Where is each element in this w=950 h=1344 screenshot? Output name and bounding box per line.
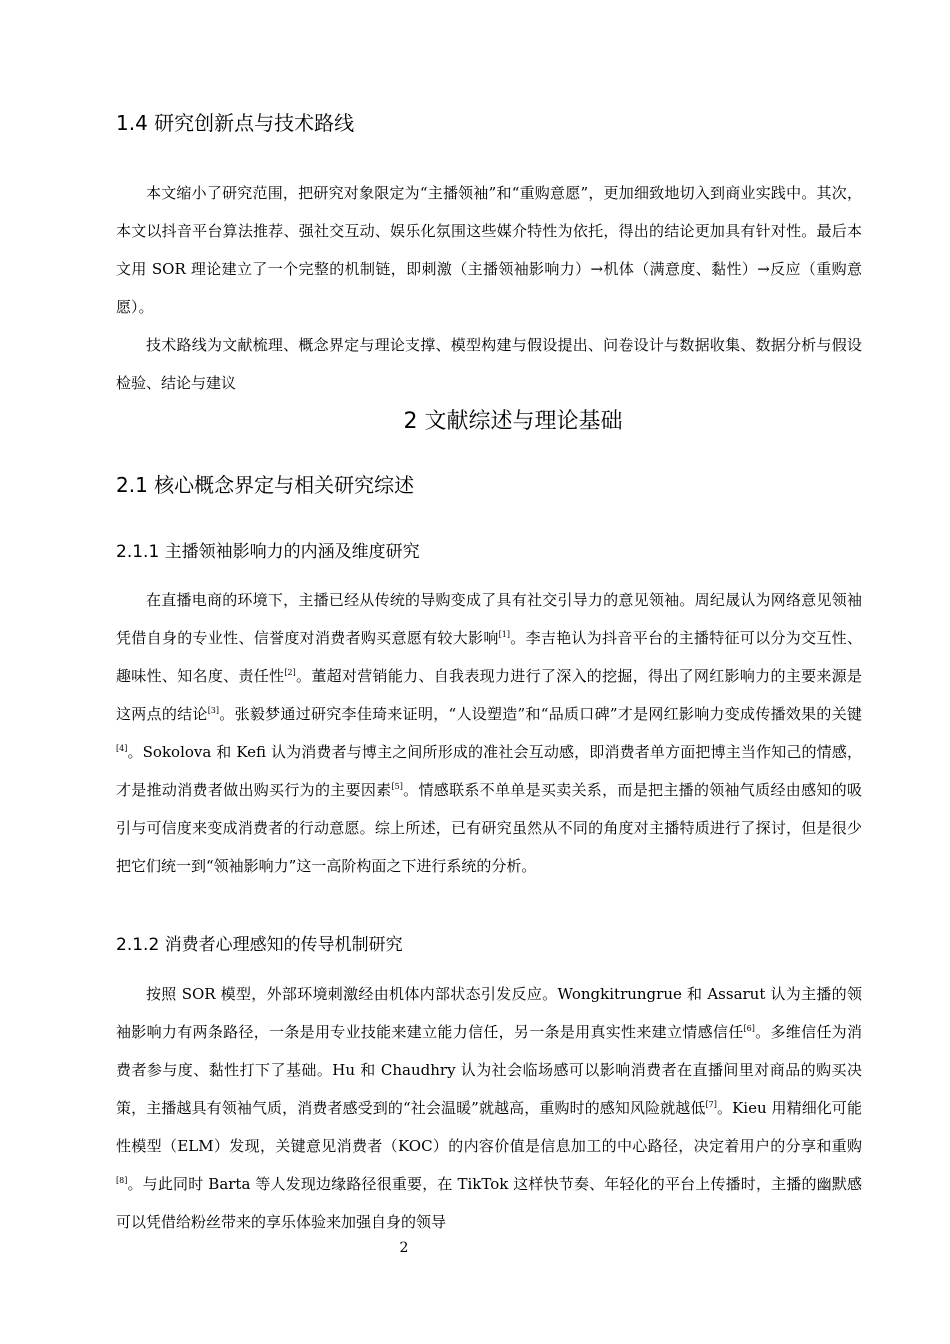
citation-4[interactable]: [4]	[116, 744, 128, 753]
section-heading-1-4: 1.4 研究创新点与技术路线	[116, 111, 355, 135]
text-run: 。李吉艳认为抖音平台的主播特征可以分为交互性、趣味性、知名度、责任性	[116, 629, 862, 685]
citation-2[interactable]: [2]	[284, 668, 296, 677]
section-heading-2-1: 2.1 核心概念界定与相关研究综述	[116, 473, 415, 497]
paragraph-innovation: 本文缩小了研究范围，把研究对象限定为“主播领袖”和“重购意愿”，更加细致地切入到商业实践中。其次，本文以抖音平台算法推荐、强社交互动、娱乐化氛围这些媒介特性为依托，得出的结论更加具有针对性。最后本文用 SOR 理论建立了一个完整的机制链，即刺激（主播领袖影响力）→机体（满意度、黏性）→反应（重购意愿）。	[116, 184, 862, 316]
subsection-heading-2-1-1: 2.1.1 主播领袖影响力的内涵及维度研究	[116, 542, 420, 562]
citation-7[interactable]: [7]	[705, 1100, 717, 1109]
text-run: 。多维信任为消费者参与度、黏性打下了基础。Hu 和 Chaudhry 认为社会临场感可以影响消费者在直播间里对商品的购买决策，主播越具有领袖气质，消费者感受到的“社会温暖”就越高，重购时的感知风险就越低	[116, 1023, 862, 1117]
paragraph-consumer-perception	[116, 975, 862, 1241]
text-run: 。情感联系不单单是买卖关系，而是把主播的领袖气质经由感知的吸引与可信度来变成消费者的行动意愿。综上所述，已有研究虽然从不同的角度对主播特质进行了探讨，但是很少把它们统一到“领袖影响力”这一高阶构面之下进行系统的分析。	[116, 781, 862, 875]
text-run: 。张毅梦通过研究李佳琦来证明，“人设塑造”和“品质口碑”才是网红影响力变成传播效果的关键	[219, 705, 862, 723]
text-run: 按照 SOR 模型，外部环境刺激经由机体内部状态引发反应。Wongkitrungrue 和 Assarut 认为主播的领袖影响力有两条路径，一条是用专业技能来建立能力信任，另一条是用真实性来建立情感信任	[116, 985, 862, 1041]
paragraph-anchor-influence	[116, 581, 862, 885]
citation-5[interactable]: [5]	[391, 782, 403, 791]
paragraph-technical-route: 技术路线为文献梳理、概念界定与理论支撑、模型构建与假设提出、问卷设计与数据收集、数据分析与假设检验、结论与建议	[116, 336, 862, 392]
chapter-heading-2: 2 文献综述与理论基础	[403, 409, 623, 434]
subsection-heading-2-1-2: 2.1.2 消费者心理感知的传导机制研究	[116, 935, 403, 955]
citation-1[interactable]: [1]	[498, 630, 510, 639]
citation-6[interactable]: [6]	[743, 1024, 755, 1033]
text-run: 。Kieu 用精细化可能性模型（ELM）发现，关键意见消费者（KOC）的内容价值是信息加工的中心路径，决定着用户的分享和重购	[116, 1099, 863, 1155]
citation-8[interactable]: [8]	[116, 1176, 128, 1185]
text-run: 。Sokolova 和 Kefi 认为消费者与博主之间所形成的准社会互动感，即消费者单方面把博主当作知己的情感，才是推动消费者做出购买行为的主要因素	[116, 743, 862, 799]
text-run: 在直播电商的环境下，主播已经从传统的导购变成了具有社交引导力的意见领袖。周纪晟认为网络意见领袖凭借自身的专业性、信誉度对消费者购买意愿有较大影响	[116, 591, 862, 647]
text-run: 。与此同时 Barta 等人发现边缘路径很重要，在 TikTok 这样快节奏、年轻化的平台上传播时，主播的幽默感可以凭借给粉丝带来的享乐体验来加强自身的领导	[116, 1175, 862, 1231]
page-number: 2	[399, 1240, 409, 1256]
text-run: 。董超对营销能力、自我表现力进行了深入的挖掘，得出了网红影响力的主要来源是这两点的结论	[116, 667, 862, 723]
citation-3[interactable]: [3]	[207, 706, 220, 715]
